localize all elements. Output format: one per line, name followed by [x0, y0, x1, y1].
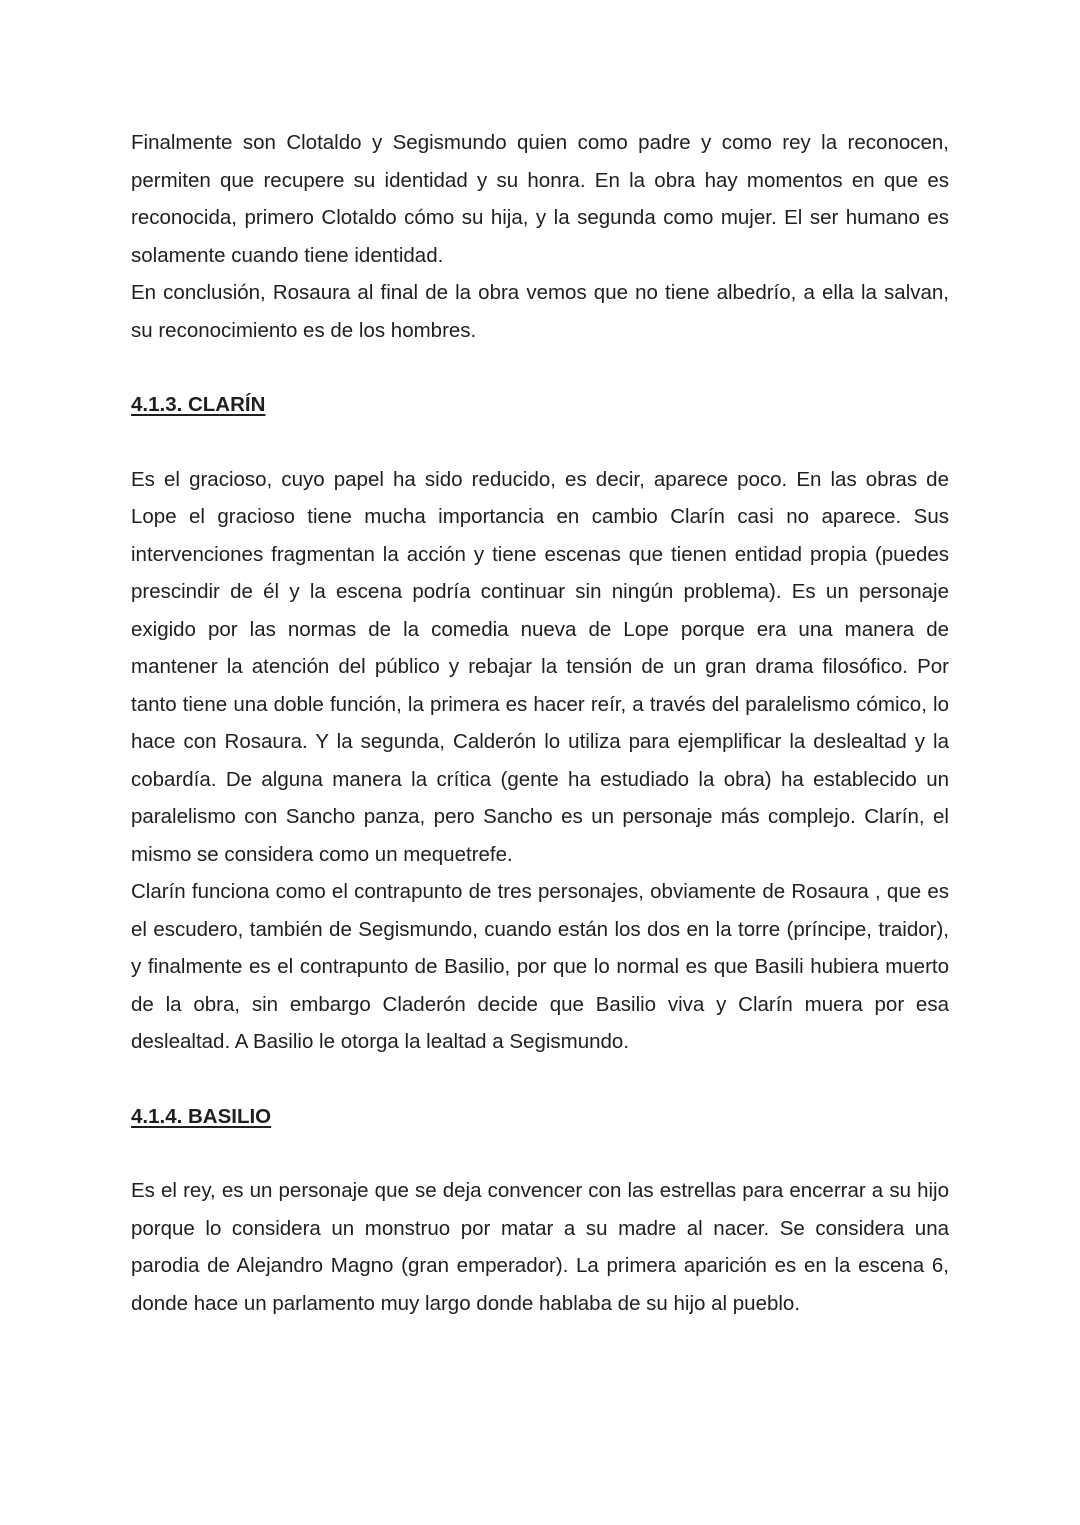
spacer — [131, 424, 949, 461]
paragraph-clarin-description: Es el gracioso, cuyo papel ha sido reducido, es decir, aparece poco. En las obras de Lope el gracioso tiene mucha importancia en cambio Clarín casi no aparece. Sus intervenciones fragmentan la acción y tiene escenas que tienen entidad propia (puedes prescindir de él y la escena podría continuar sin ningún problema). Es un personaje exigido por las normas de la comedia nueva de Lope porque era una manera de mantener la atención del público y rebajar la tensión de un gran drama filosófico. Por tanto tiene una doble función, la primera es hacer reír, a través del paralelismo cómico, lo hace con Rosaura. Y la segunda, Calderón lo utiliza para ejemplificar la deslealtad y la cobardía. De alguna manera la crítica (gente ha estudiado la obra) ha establecido un paralelismo con Sancho panza, pero Sancho es un personaje más complejo. Clarín, el mismo se considera como un mequetrefe. — [131, 467, 949, 866]
heading-basilio: 4.1.4. BASILIO — [131, 1104, 272, 1128]
paragraph-clarin-counterpoint: Clarín funciona como el contrapunto de tres personajes, obviamente de Rosaura , que es el escudero, también de Segismundo, cuando están los dos en la torre (príncipe, traidor), y finalmente es el contrapunto de Basilio, por que lo normal es que Basili hubiera muerto de la obra, sin embargo Claderón decide que Basilio viva y Clarín muera por esa deslealtad. A Basilio le otorga la lealtad a Segismundo. — [131, 880, 949, 1053]
spacer — [131, 1061, 949, 1098]
paragraph-basilio-description: Es el rey, es un personaje que se deja convencer con las estrellas para encerrar a su hijo porque lo considera un monstruo por matar a su madre al nacer. Se considera una parodia de Alejandro Magno (gran emperador). La primera aparición es en la escena 6, donde hace un parlamento muy largo donde hablaba de su hijo al pueblo. — [131, 1179, 949, 1315]
document-page — [131, 124, 949, 1322]
spacer — [131, 349, 949, 386]
heading-clarin: 4.1.3. CLARÍN — [131, 393, 266, 416]
paragraph-rosaura-recognition: Finalmente son Clotaldo y Segismundo quien como padre y como rey la reconocen, permiten que recupere su identidad y su honra. En la obra hay momentos en que es reconocida, primero Clotaldo cómo su hija, y la segunda como mujer. El ser humano es solamente cuando tiene identidad. — [131, 131, 949, 267]
spacer — [131, 1135, 949, 1172]
paragraph-rosaura-conclusion: En conclusión, Rosaura al final de la obra vemos que no tiene albedrío, a ella la salvan, su reconocimiento es de los hombres. — [131, 281, 949, 342]
